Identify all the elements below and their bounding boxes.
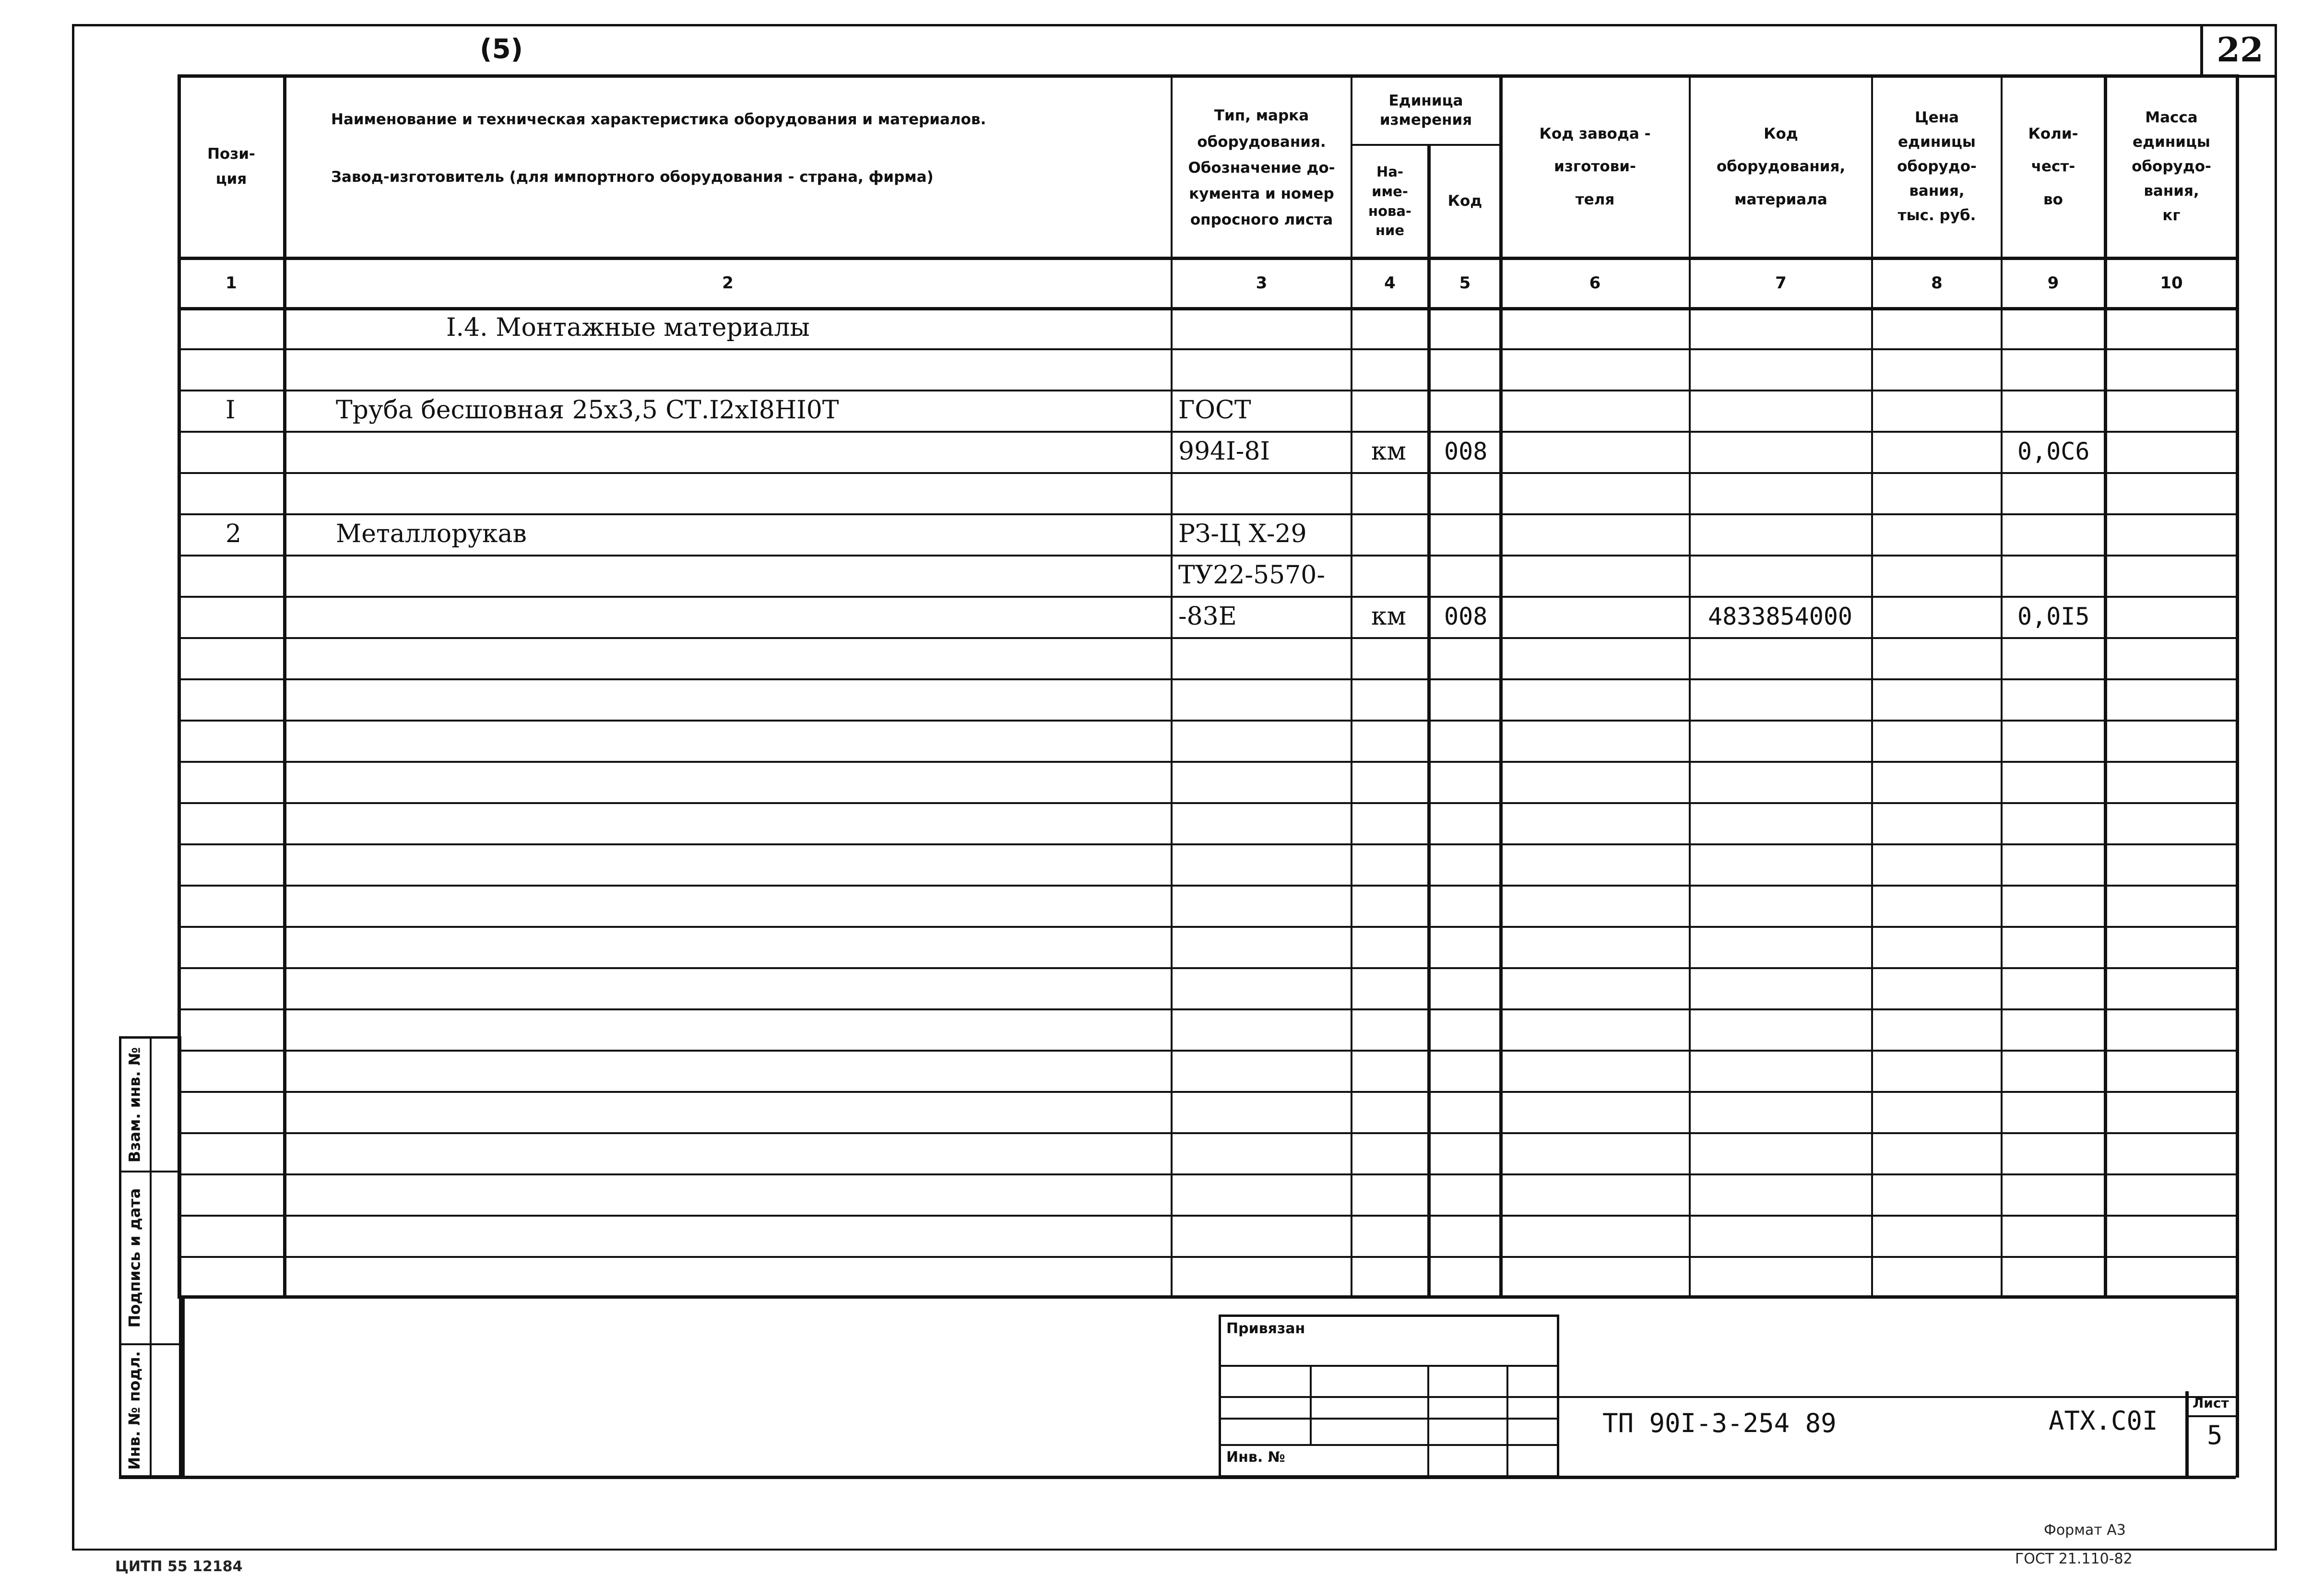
row-position: 2 — [225, 520, 242, 548]
stamp-vzam-inv: Взам. инв. № — [125, 1047, 144, 1162]
header-equipment-code: Код оборудования, материала — [1716, 125, 1846, 208]
header-unit-name: На- име- нова- ние — [1368, 164, 1411, 239]
privyazan-label: Привязан — [1226, 1320, 1305, 1337]
gost-label: ГОСТ 21.110-82 — [2015, 1551, 2133, 1567]
list-number: 5 — [2207, 1420, 2223, 1450]
stamp-inv-podl: Инв. № подл. — [125, 1351, 144, 1470]
row-type: ТУ22-5570- — [1178, 561, 1325, 590]
row-type: 994I-8I — [1178, 437, 1270, 466]
row-unit: км — [1371, 437, 1406, 466]
header-unit-code: Код — [1447, 192, 1482, 210]
cipher-label: ЦИТП 55 12184 — [115, 1558, 243, 1575]
document-code: ТП 90I-3-254 89 — [1602, 1408, 1837, 1438]
header-name: Наименование и техническая характеристика оборудования и материалов. — [331, 111, 986, 129]
header-type: Тип, марка оборудования. Обозначение до- кумента и номер опросного листа — [1188, 107, 1335, 229]
row-quantity: 0,0С6 — [2017, 438, 2090, 465]
inv-no-label: Инв. № — [1226, 1449, 1285, 1466]
format-label: Формат А3 — [2044, 1522, 2126, 1539]
row-type: ГОСТ — [1178, 396, 1251, 425]
header-manufacturer: Завод-изготовитель (для импортного оборудования - страна, фирма) — [331, 168, 934, 186]
header-price: Цена единицы оборудо- вания, тыс. руб. — [1897, 108, 1977, 225]
stamp-signature-date: Подпись и дата — [125, 1188, 143, 1328]
sheet-number: 22 — [2200, 24, 2277, 78]
header-factory-code: Код завода - изготови- теля — [1539, 125, 1651, 208]
column-number: 5 — [1459, 273, 1471, 293]
row-equipment-code: 4833854000 — [1708, 603, 1853, 630]
column-number: 2 — [722, 273, 734, 293]
column-number: 9 — [2047, 273, 2059, 293]
table-row-section-title: I.4. Монтажные материалы — [446, 313, 810, 342]
row-quantity: 0,0I5 — [2017, 603, 2090, 630]
column-number: 8 — [1931, 273, 1943, 293]
row-unit-code: 008 — [1444, 438, 1488, 465]
row-name: Труба бесшовная 25х3,5 СТ.I2хI8НI0Т — [336, 396, 839, 425]
column-number: 3 — [1256, 273, 1268, 293]
row-name: Металлорукав — [336, 520, 527, 548]
section-mark: (5) — [480, 34, 523, 65]
row-unit: км — [1371, 602, 1406, 631]
header-mass: Масса единицы оборудо- вания, кг — [2132, 108, 2211, 225]
header-position: Пози- ция — [207, 145, 255, 188]
column-number: 10 — [2160, 273, 2183, 293]
row-type: -83Е — [1178, 602, 1237, 631]
column-number: 1 — [225, 273, 237, 293]
list-label: Лист — [2193, 1395, 2229, 1411]
row-unit-code: 008 — [1444, 603, 1488, 630]
row-type: РЗ-Ц Х-29 — [1178, 520, 1307, 548]
header-unit-group: Единица измерения — [1379, 92, 1472, 129]
column-number: 6 — [1589, 273, 1601, 293]
column-number: 7 — [1775, 273, 1787, 293]
row-position: I — [225, 396, 236, 425]
header-quantity: Коли- чест- во — [2028, 125, 2078, 208]
sheet-code: АТХ.С0I — [2049, 1406, 2158, 1436]
column-number: 4 — [1384, 273, 1396, 293]
